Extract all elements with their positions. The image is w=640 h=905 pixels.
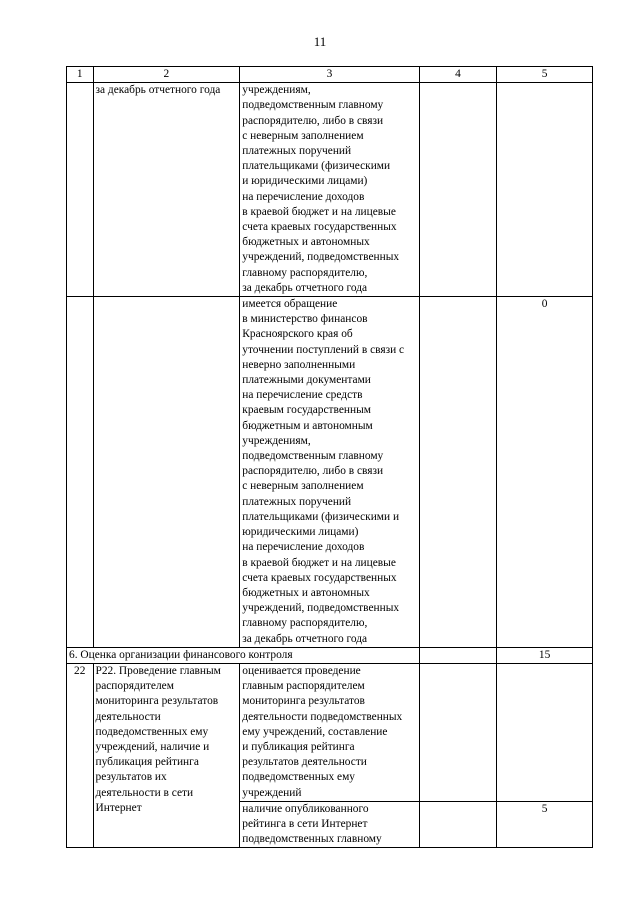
- cell-text-line: плательщиками (физическими и: [242, 510, 400, 523]
- cell-text-line: учреждений, наличие и: [95, 740, 210, 753]
- table-row: [67, 663, 593, 801]
- cell-criterion: [240, 663, 419, 801]
- cell-text-line: подведомственным главному: [242, 450, 384, 463]
- header-col-1: 1: [67, 67, 94, 83]
- cell-text-line: платежных поручений: [242, 145, 352, 158]
- cell-text-line: рейтинга в сети Интернет: [242, 817, 368, 830]
- cell-text-line: публикация рейтинга: [95, 756, 199, 769]
- cell-num: 22: [67, 663, 94, 847]
- cell-text-line: и юридическими лицами): [242, 175, 368, 188]
- cell-text-line: за декабрь отчетного года: [242, 632, 368, 645]
- cell-text-line: счета краевых государственных: [242, 571, 397, 584]
- cell-text-line: и публикация рейтинга: [242, 740, 355, 753]
- cell-criterion: [240, 801, 419, 848]
- section-row: [67, 647, 593, 663]
- cell-score: 5: [497, 801, 593, 848]
- cell-text-line: краевым государственным: [242, 404, 371, 417]
- cell-text-line: юридическими лицами): [242, 526, 359, 539]
- cell-col4: [419, 297, 496, 648]
- section-score: 15: [497, 647, 593, 663]
- cell-text-line: мониторинга результатов: [242, 695, 365, 708]
- cell-text-line: в краевой бюджет и на лицевые: [242, 556, 396, 569]
- cell-score: [497, 83, 593, 297]
- cell-col4: [419, 801, 496, 848]
- cell-score: [497, 663, 593, 801]
- header-col-4: 4: [419, 67, 496, 83]
- cell-text-line: уточнении поступлений в связи с: [242, 343, 405, 356]
- cell-text-line: ему учреждений, составление: [242, 725, 388, 738]
- cell-criterion: [240, 83, 419, 297]
- cell-text-line: платежных поручений: [242, 495, 352, 508]
- cell-text-line: учреждений: [242, 786, 302, 799]
- cell-text-line: бюджетным и автономным: [242, 419, 373, 432]
- cell-text-line: деятельности: [95, 710, 161, 723]
- section-title: 6. Оценка организации финансового контроля: [67, 647, 420, 663]
- cell-score: 0: [497, 297, 593, 648]
- cell-text-line: платежными документами: [242, 374, 371, 387]
- cell-text-line: учреждений, подведомственных: [242, 602, 400, 615]
- cell-text-line: главным распорядителем: [242, 680, 365, 693]
- cell-col4: [419, 647, 496, 663]
- cell-text-line: с неверным заполнением: [242, 129, 364, 142]
- cell-text-line: наличие опубликованного: [242, 802, 369, 815]
- cell-text-line: подведомственным главному: [242, 99, 384, 112]
- cell-num: [67, 83, 94, 297]
- cell-text-line: имеется обращение: [242, 298, 338, 311]
- cell-text-line: деятельности подведомственных: [242, 710, 403, 723]
- cell-text-line: распорядителем: [95, 680, 174, 693]
- cell-text-line: учреждениям,: [242, 434, 311, 447]
- cell-text-line: учреждений, подведомственных: [242, 251, 400, 264]
- cell-text-line: деятельности в сети: [95, 786, 194, 799]
- criteria-table: [66, 66, 593, 848]
- cell-text-line: подведомственных ему: [95, 725, 209, 738]
- cell-text-line: на перечисление средств: [242, 389, 363, 402]
- header-col-3: 3: [240, 67, 419, 83]
- cell-text-line: результатов деятельности: [242, 756, 367, 769]
- table-row: [67, 297, 593, 648]
- header-row: [67, 67, 593, 83]
- cell-text-line: главному распорядителю,: [242, 617, 368, 630]
- cell-text-line: неверно заполненными: [242, 358, 356, 371]
- cell-text-line: на перечисление доходов: [242, 541, 365, 554]
- cell-text-line: за декабрь отчетного года: [95, 84, 221, 97]
- cell-indicator: [93, 663, 240, 847]
- cell-text-line: счета краевых государственных: [242, 221, 397, 234]
- cell-text-line: Красноярского края об: [242, 328, 353, 341]
- cell-text-line: мониторинга результатов: [95, 695, 219, 708]
- cell-col4: [419, 663, 496, 801]
- cell-text-line: распорядителю, либо в связи: [242, 465, 384, 478]
- cell-text-line: плательщиками (физическими: [242, 160, 391, 173]
- cell-indicator: [93, 83, 240, 297]
- cell-text-line: бюджетных и автономных: [242, 236, 370, 249]
- cell-text-line: на перечисление доходов: [242, 190, 365, 203]
- table-row: [67, 83, 593, 297]
- cell-text-line: главному распорядителю,: [242, 266, 368, 279]
- cell-text-line: в краевой бюджет и на лицевые: [242, 205, 396, 218]
- page-number: 11: [313, 34, 327, 49]
- cell-num: [67, 297, 94, 648]
- cell-criterion: [240, 297, 419, 648]
- cell-text-line: в министерство финансов: [242, 313, 368, 326]
- cell-indicator: [93, 297, 240, 648]
- cell-text-line: распорядителю, либо в связи: [242, 114, 384, 127]
- cell-text-line: бюджетных и автономных: [242, 586, 370, 599]
- header-col-2: 2: [93, 67, 240, 83]
- cell-text-line: Интернет: [95, 801, 142, 814]
- cell-text-line: с неверным заполнением: [242, 480, 364, 493]
- cell-text-line: подведомственных главному: [242, 833, 382, 846]
- cell-text-line: за декабрь отчетного года: [242, 281, 368, 294]
- cell-text-line: оценивается проведение: [242, 664, 361, 677]
- header-col-5: 5: [497, 67, 593, 83]
- cell-text-line: результатов их: [95, 771, 167, 784]
- cell-text-line: Р22. Проведение главным: [95, 664, 221, 677]
- cell-text-line: учреждениям,: [242, 84, 311, 97]
- cell-col4: [419, 83, 496, 297]
- cell-text-line: подведомственных ему: [242, 771, 355, 784]
